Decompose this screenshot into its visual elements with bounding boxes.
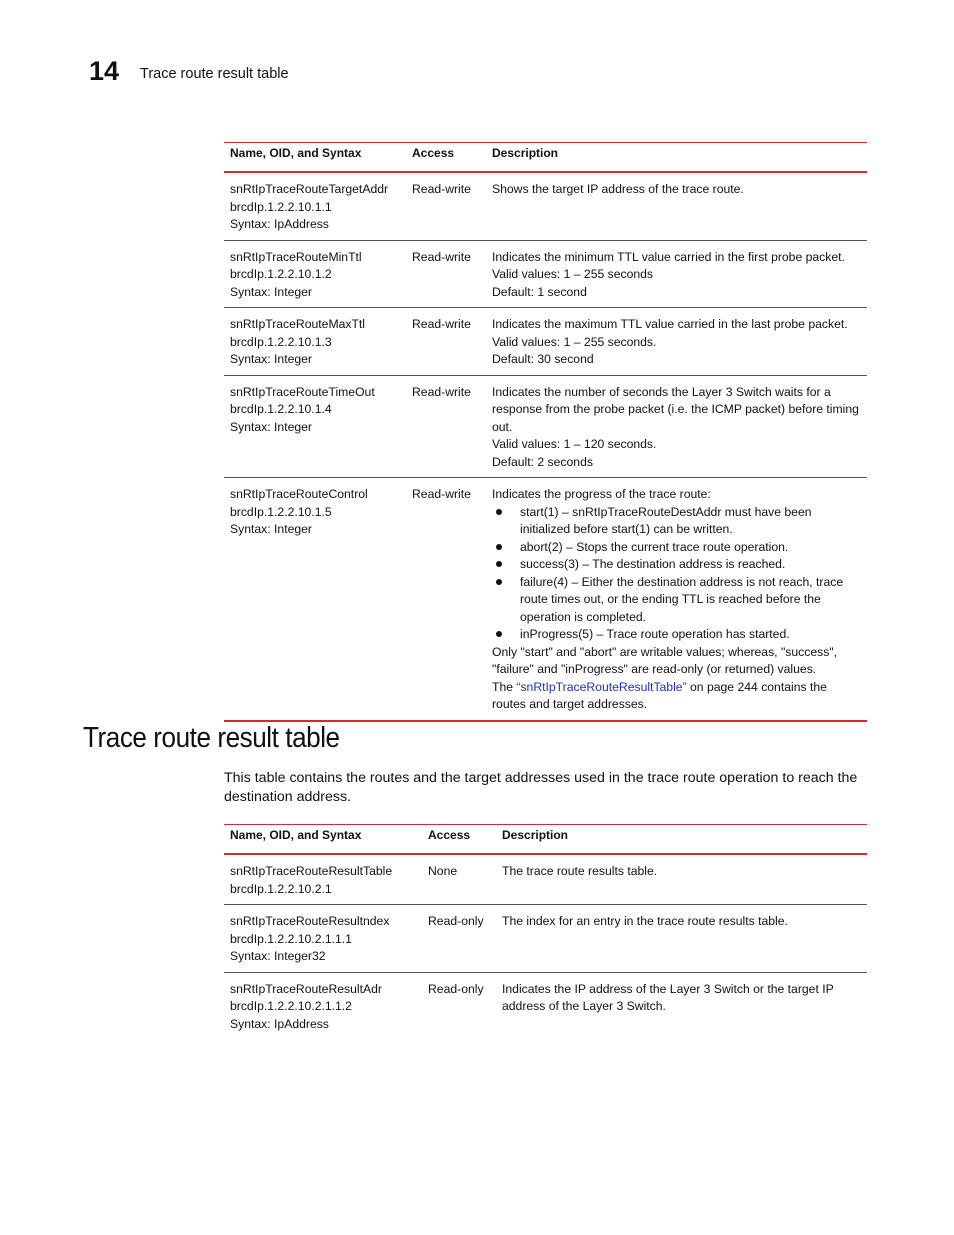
- object-cell: [224, 240, 406, 308]
- writable-note: Only "start" and "abort" are writable values; whereas, "success", "failure" and "inProgress" are read-only (or returned) values.: [492, 644, 838, 676]
- object-oid: brcdIp.1.2.2.10.2.1: [230, 881, 332, 896]
- description-cell: [496, 905, 867, 973]
- table-header-row: [224, 143, 867, 173]
- table-row: [224, 854, 867, 905]
- object-oid: brcdIp.1.2.2.10.1.3: [230, 334, 332, 349]
- table-header-row: [224, 825, 867, 855]
- list-item: start(1) – snRtIpTraceRouteDestAddr must have been initialized before start(1) can be written.: [492, 504, 861, 539]
- default-value: Default: 30 second: [492, 352, 594, 366]
- list-item: inProgress(5) – Trace route operation has started.: [492, 626, 861, 644]
- object-oid: brcdIp.1.2.2.10.2.1.1.2: [230, 999, 352, 1013]
- object-name: snRtIpTraceRouteMinTtl: [230, 249, 362, 264]
- object-cell: [224, 905, 422, 973]
- description-text: Indicates the number of seconds the Layer 3 Switch waits for a response from the probe packet (i.e. the ICMP packet) before timing out.: [492, 384, 859, 434]
- reference-prefix: The: [492, 679, 517, 694]
- table-row: [224, 308, 867, 376]
- access-cell: Read-write: [406, 172, 486, 240]
- access-cell: Read-only: [428, 981, 484, 996]
- description-text: The index for an entry in the trace route results table.: [502, 914, 788, 928]
- description-text: The trace route results table.: [502, 864, 658, 878]
- access-cell: None: [422, 854, 496, 905]
- table-row: [224, 972, 867, 1039]
- valid-values: Valid values: 1 – 255 seconds: [492, 267, 654, 281]
- column-header-access: Access: [422, 825, 496, 855]
- section-intro: This table contains the routes and the target addresses used in the trace route operation to reach the destination address.: [224, 770, 858, 805]
- description-cell: [486, 375, 867, 478]
- object-name: snRtIpTraceRouteTargetAddr: [230, 182, 389, 196]
- description-cell: [496, 854, 867, 905]
- description-cell: [486, 240, 867, 308]
- status-value-list: [492, 504, 861, 644]
- description-cell: [486, 172, 867, 240]
- list-item: success(3) – The destination address is reached.: [492, 556, 861, 574]
- chapter-number: 14: [89, 56, 120, 86]
- object-syntax: Syntax: Integer: [230, 284, 312, 299]
- object-oid: brcdIp.1.2.2.10.2.1.1.1: [230, 931, 352, 946]
- description-text: Shows the target IP address of the trace route.: [492, 182, 744, 196]
- access-cell: Read-write: [406, 478, 486, 721]
- list-item: abort(2) – Stops the current trace route operation.: [492, 539, 861, 557]
- column-header-name: Name, OID, and Syntax: [224, 825, 422, 855]
- object-cell: [224, 478, 406, 721]
- table-row: [224, 478, 867, 721]
- description-text: Indicates the minimum TTL value carried in the first probe packet.: [492, 249, 845, 264]
- object-oid: brcdIp.1.2.2.10.1.5: [230, 504, 332, 519]
- object-syntax: Syntax: Integer: [230, 352, 312, 366]
- object-syntax: Syntax: Integer: [230, 522, 312, 536]
- object-cell: [224, 854, 422, 905]
- description-cell: [486, 308, 867, 376]
- column-header-name: Name, OID, and Syntax: [224, 143, 406, 173]
- valid-values: Valid values: 1 – 255 seconds.: [492, 334, 657, 349]
- object-cell: [224, 375, 406, 478]
- object-syntax: Syntax: Integer32: [230, 949, 326, 963]
- object-name: snRtIpTraceRouteResultndex: [230, 914, 390, 928]
- object-name: snRtIpTraceRouteControl: [230, 487, 368, 501]
- object-syntax: Syntax: Integer: [230, 419, 312, 434]
- running-header-title: Trace route result table: [140, 66, 289, 82]
- description-cell: [496, 972, 867, 1039]
- table-row: [224, 905, 867, 973]
- object-oid: brcdIp.1.2.2.10.1.1: [230, 199, 332, 214]
- object-name: snRtIpTraceRouteMaxTtl: [230, 317, 366, 331]
- list-item: failure(4) – Either the destination address is not reach, trace route times out, or the ending TTL is reached before the operation is completed.: [492, 574, 861, 627]
- object-name: snRtIpTraceRouteResultAdr: [230, 981, 382, 996]
- valid-values: Valid values: 1 – 120 seconds.: [492, 437, 657, 451]
- object-cell: [224, 308, 406, 376]
- trace-route-control-table: [224, 142, 867, 722]
- description-text: Indicates the maximum TTL value carried in the last probe packet.: [492, 317, 848, 331]
- access-cell: Read-write: [406, 375, 486, 478]
- description-text: Indicates the progress of the trace route:: [492, 487, 711, 501]
- table-row: [224, 375, 867, 478]
- table-row: [224, 172, 867, 240]
- column-header-access: Access: [406, 143, 486, 173]
- section-heading: Trace route result table: [83, 722, 340, 754]
- default-value: Default: 1 second: [492, 284, 587, 299]
- object-cell: [224, 972, 422, 1039]
- object-oid: brcdIp.1.2.2.10.1.2: [230, 267, 332, 281]
- cross-reference: [492, 679, 861, 714]
- object-syntax: Syntax: IpAddress: [230, 1016, 329, 1031]
- trace-route-result-table: [224, 824, 867, 1039]
- object-oid: brcdIp.1.2.2.10.1.4: [230, 402, 332, 416]
- reference-suffix: on page 244 contains the routes and target addresses.: [492, 679, 827, 711]
- access-cell: Read-write: [406, 240, 486, 308]
- object-name: snRtIpTraceRouteTimeOut: [230, 384, 375, 399]
- object-cell: [224, 172, 406, 240]
- object-syntax: Syntax: IpAddress: [230, 217, 329, 231]
- column-header-description: Description: [486, 143, 867, 173]
- default-value: Default: 2 seconds: [492, 454, 593, 469]
- access-cell: Read-write: [406, 308, 486, 376]
- column-header-description: Description: [496, 825, 867, 855]
- result-table-link[interactable]: “snRtIpTraceRouteResultTable”: [516, 679, 687, 694]
- description-cell: [486, 478, 867, 721]
- object-name: snRtIpTraceRouteResultTable: [230, 864, 393, 878]
- table-row: [224, 240, 867, 308]
- access-cell: Read-only: [422, 905, 496, 973]
- description-text: Indicates the IP address of the Layer 3 Switch or the target IP address of the Layer 3 Switch.: [502, 981, 834, 1013]
